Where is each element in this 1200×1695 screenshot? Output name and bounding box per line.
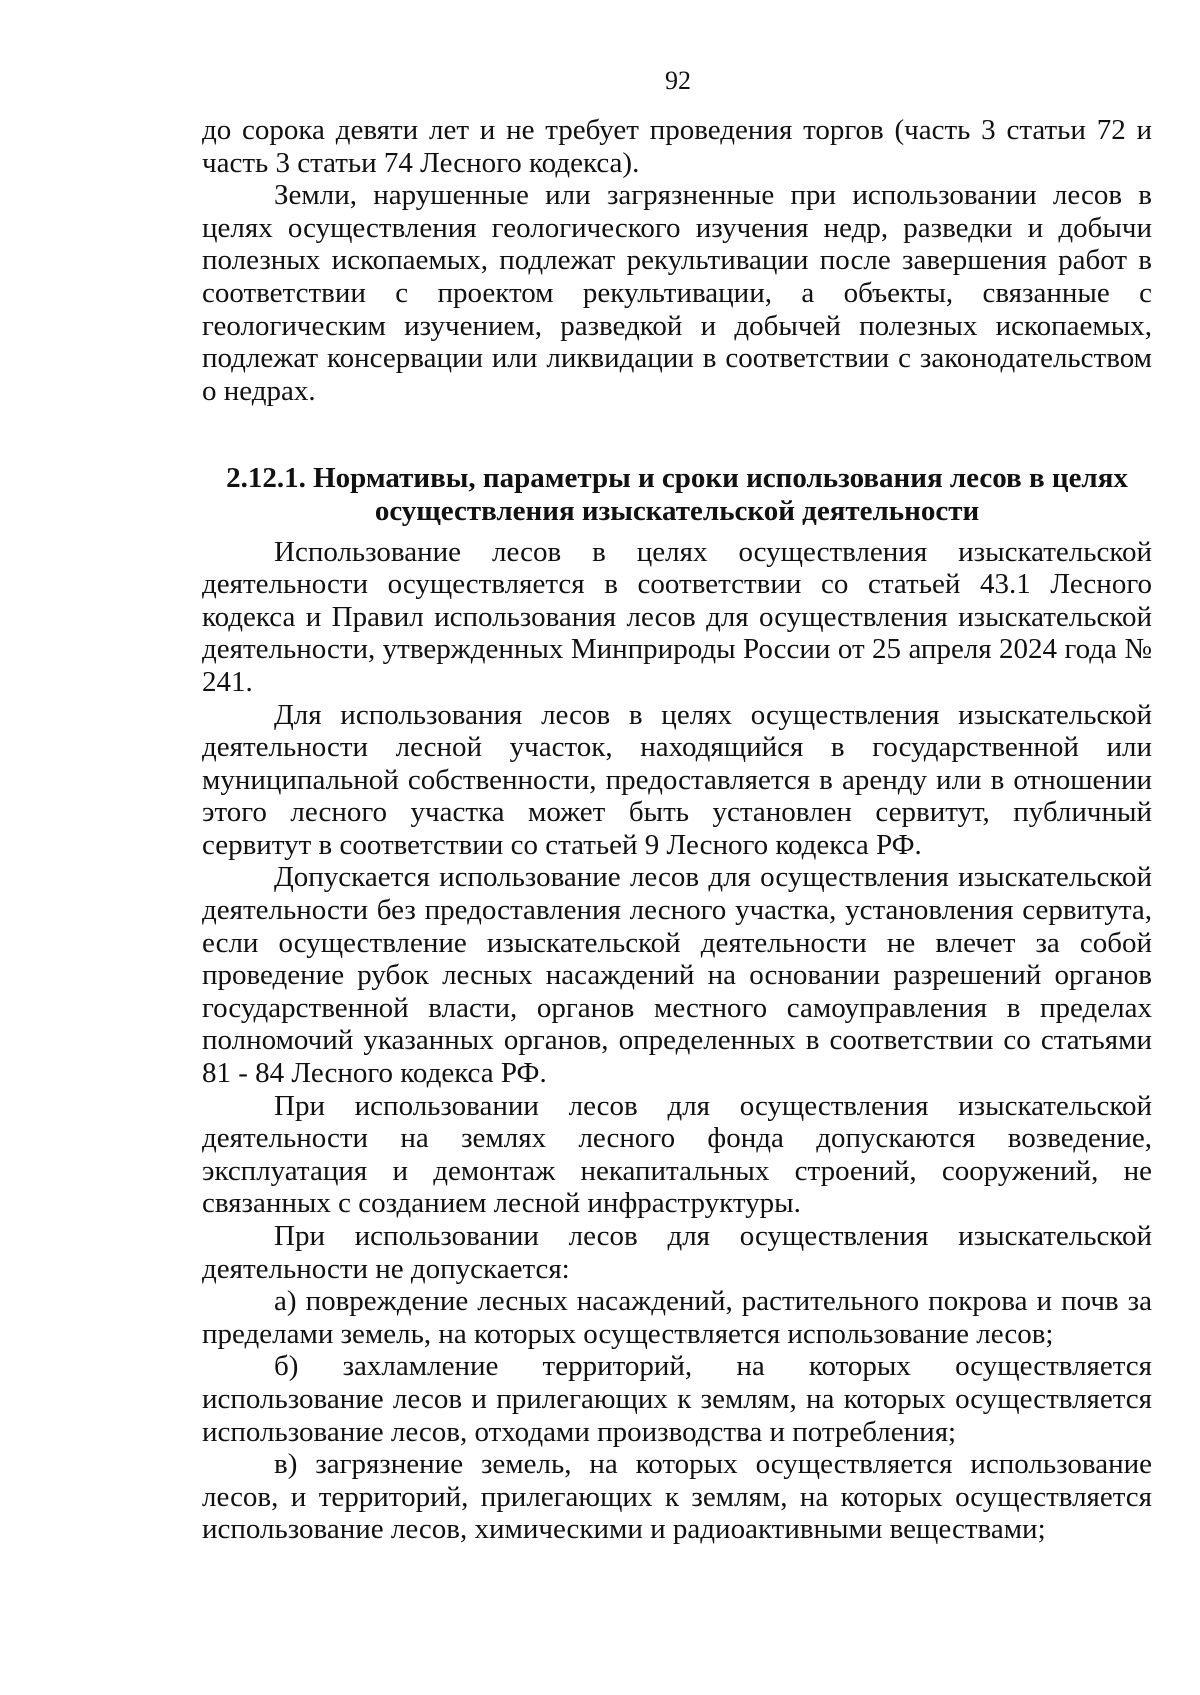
section-heading-line-2: осуществления изыскательской деятельности: [374, 494, 980, 527]
page-number: 92: [665, 66, 691, 95]
paragraph-prohibited-intro: При использовании лесов для осуществления изыскательской деятельности не допускается:: [202, 1220, 1152, 1285]
list-item-c: в) загрязнение земель, на которых осуществляется использование лесов, и территорий, прилегающих к землям, на которых осуществляется использование лесов, химическими и радиоактивными веществами;: [202, 1448, 1152, 1546]
list-item-a: а) повреждение лесных насаждений, растительного покрова и почв за пределами земель, на которых осуществляется использование лесов;: [202, 1285, 1152, 1350]
document-body: [202, 114, 1152, 1546]
section-heading: [202, 462, 1152, 527]
paragraph-usage: Использование лесов в целях осуществления изыскательской деятельности осуществляется в соответствии со статьей 43.1 Лесного кодекса и Правил использования лесов для осуществления изыскательской деятельности, утвержденных Минприроды России от 25 апреля 2024 года № 241.: [202, 535, 1152, 698]
paragraph-continuation: до сорока девяти лет и не требует проведения торгов (часть 3 статьи 72 и часть 3 статьи 74 Лесного кодекса).: [202, 114, 1152, 179]
paragraph-construction: При использовании лесов для осуществления изыскательской деятельности на землях лесного фонда допускаются возведение, эксплуатация и демонтаж некапитальных строений, сооружений, не связанных с созданием лесной инфраструктуры.: [202, 1089, 1152, 1220]
paragraph-lease: Для использования лесов в целях осуществления изыскательской деятельности лесной участок, находящийся в государственной или муниципальной собственности, предоставляется в аренду или в отношении этого лесного участка может быть установлен сервитут, публичный сервитут в соответствии со статьей 9 Лесного кодекса РФ.: [202, 698, 1152, 861]
paragraph-reclamation: Земли, нарушенные или загрязненные при использовании лесов в целях осуществления геологического изучения недр, разведки и добычи полезных ископаемых, подлежат рекультивации после завершения работ в соответствии с проектом рекультивации, а объекты, связанные с геологическим изучением, разведкой и добычей полезных ископаемых, подлежат консервации или ликвидации в соответствии с законодательством о недрах.: [202, 179, 1152, 407]
section-heading-line-1: 2.12.1. Нормативы, параметры и сроки использования лесов в целях: [226, 462, 1128, 495]
paragraph-permitted: Допускается использование лесов для осуществления изыскательской деятельности без предоставления лесного участка, установления сервитута, если осуществление изыскательской деятельности не влечет за собой проведение рубок лесных насаждений на основании разрешений органов государственной власти, органов местного самоуправления в пределах полномочий указанных органов, определенных в соответствии со статьями 81 - 84 Лесного кодекса РФ.: [202, 861, 1152, 1090]
list-item-b: б) захламление территорий, на которых осуществляется использование лесов и прилегающих к землям, на которых осуществляется использование лесов, отходами производства и потребления;: [202, 1350, 1152, 1448]
